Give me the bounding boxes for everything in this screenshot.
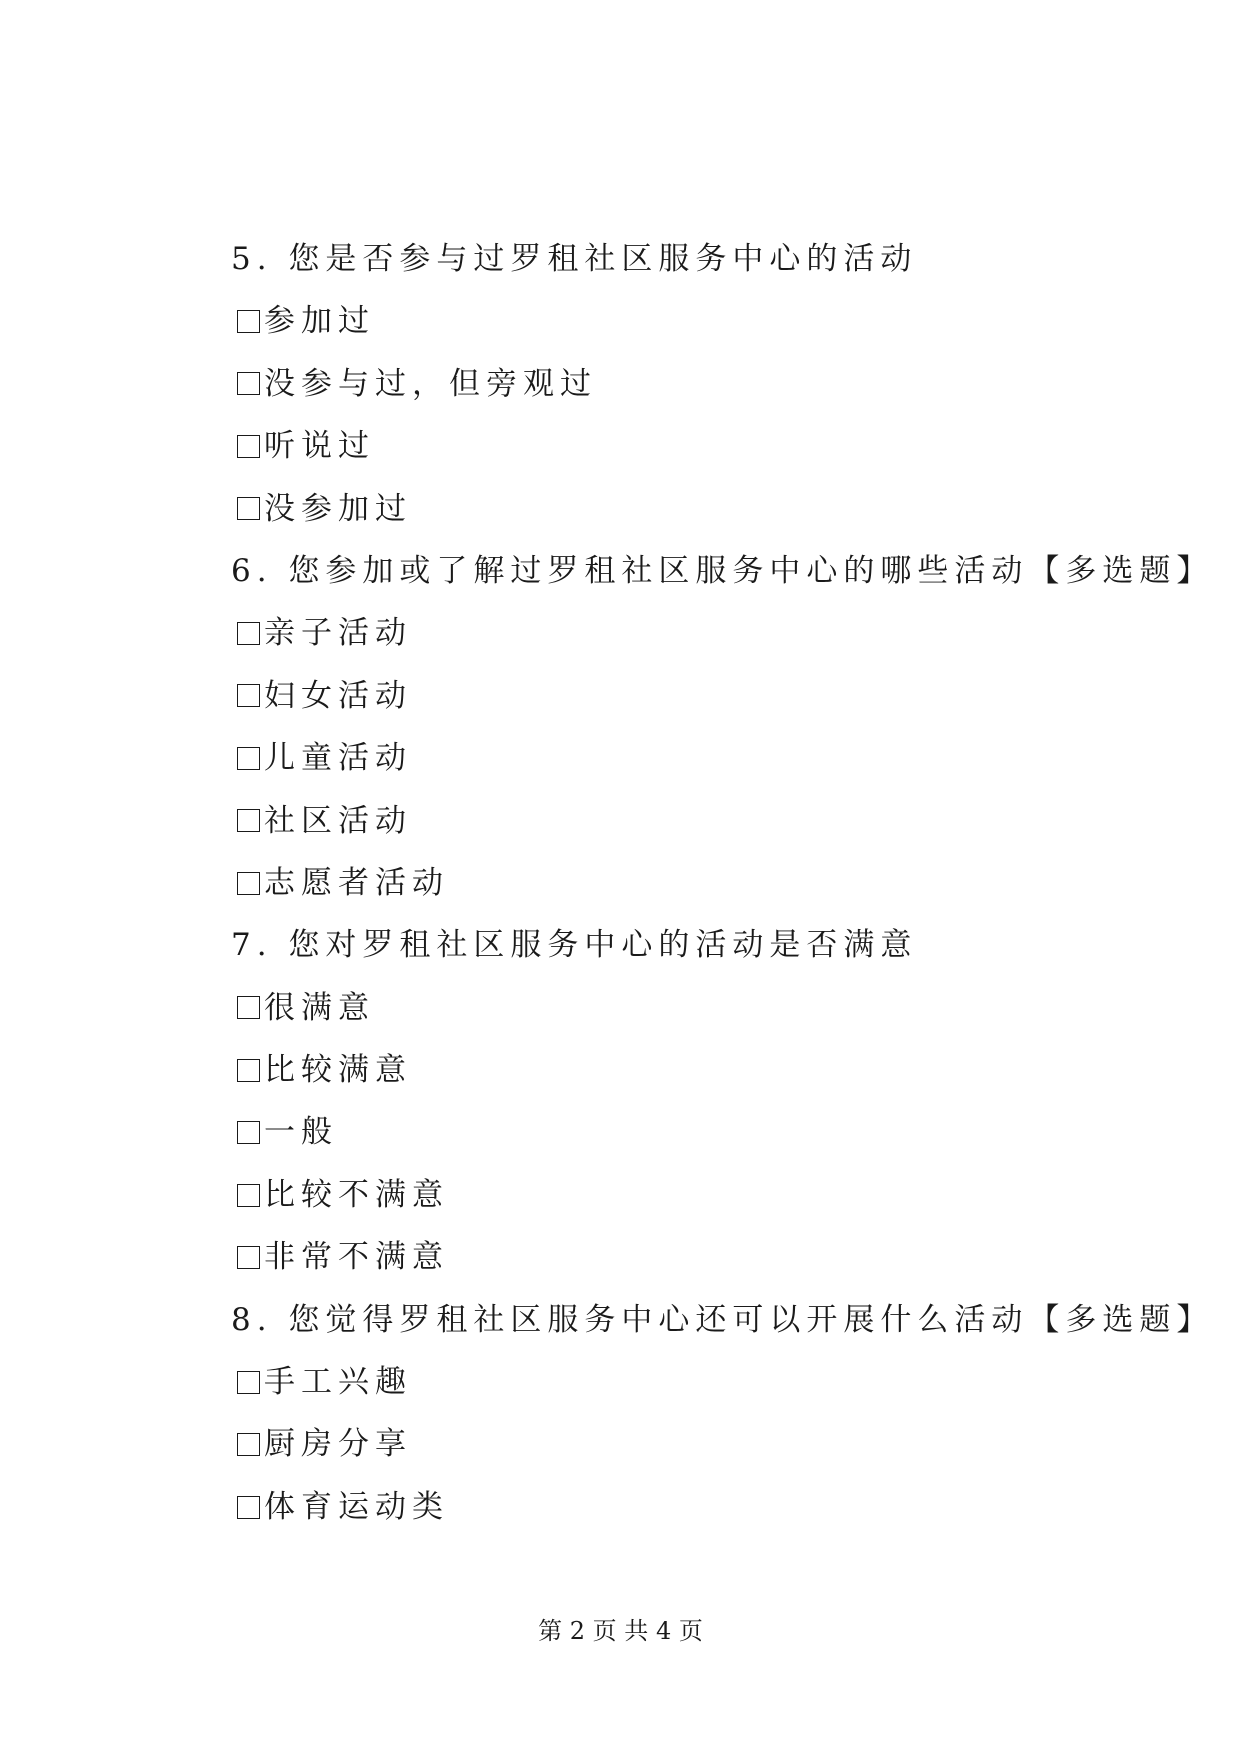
- option-item[interactable]: [231, 1413, 1131, 1475]
- option-label: 志愿者活动: [264, 864, 449, 901]
- option-label: 没参与过，但旁观过: [264, 365, 597, 402]
- checkbox-icon[interactable]: [237, 310, 260, 333]
- option-label: 参加过: [264, 303, 375, 340]
- checkbox-icon[interactable]: [237, 1371, 260, 1394]
- option-item[interactable]: [231, 353, 1131, 415]
- option-item[interactable]: [231, 1164, 1131, 1226]
- checkbox-icon[interactable]: [237, 1246, 260, 1269]
- option-label: 手工兴趣: [264, 1364, 412, 1401]
- question-title: 7. 您对罗租社区服务中心的活动是否满意: [231, 927, 918, 964]
- option-item[interactable]: [231, 665, 1131, 727]
- option-label: 亲子活动: [264, 615, 412, 652]
- option-item[interactable]: [231, 1101, 1131, 1163]
- page-number-footer: 第 2 页 共 4 页: [538, 1617, 703, 1645]
- checkbox-icon[interactable]: [237, 1496, 260, 1519]
- option-item[interactable]: [231, 790, 1131, 852]
- option-item[interactable]: [231, 1351, 1131, 1413]
- question-title: 5. 您是否参与过罗租社区服务中心的活动: [231, 241, 918, 277]
- checkbox-icon[interactable]: [237, 1059, 260, 1082]
- checkbox-icon[interactable]: [237, 1121, 260, 1144]
- option-item[interactable]: [231, 1226, 1131, 1288]
- option-label: 妇女活动: [264, 677, 412, 714]
- option-label: 比较不满意: [264, 1176, 449, 1213]
- option-label: 没参加过: [264, 490, 412, 527]
- checkbox-icon[interactable]: [237, 996, 260, 1019]
- option-item[interactable]: [231, 727, 1131, 789]
- option-label: 一般: [264, 1114, 338, 1151]
- checkbox-icon[interactable]: [237, 622, 260, 645]
- question-title: 8. 您觉得罗租社区服务中心还可以开展什么活动【多选题】: [231, 1301, 1214, 1338]
- checkbox-icon[interactable]: [237, 1184, 260, 1207]
- option-item[interactable]: [231, 478, 1131, 540]
- checkbox-icon[interactable]: [237, 435, 260, 458]
- question-title: 6. 您参加或了解过罗租社区服务中心的哪些活动【多选题】: [231, 552, 1214, 589]
- survey-content: [231, 228, 1214, 1538]
- option-label: 社区活动: [264, 802, 412, 839]
- option-label: 很满意: [264, 989, 375, 1026]
- option-label: 儿童活动: [264, 740, 412, 777]
- option-label: 厨房分享: [264, 1426, 412, 1463]
- option-item[interactable]: [231, 852, 1131, 914]
- checkbox-icon[interactable]: [237, 684, 260, 707]
- checkbox-icon[interactable]: [237, 872, 260, 895]
- checkbox-icon[interactable]: [237, 747, 260, 770]
- checkbox-icon[interactable]: [237, 809, 260, 832]
- option-label: 听说过: [264, 428, 375, 465]
- option-item[interactable]: [231, 1476, 1131, 1538]
- option-item[interactable]: [231, 977, 1131, 1039]
- option-item[interactable]: [231, 1039, 1131, 1101]
- option-label: 非常不满意: [264, 1239, 449, 1276]
- checkbox-icon[interactable]: [237, 1433, 260, 1456]
- option-item[interactable]: [231, 415, 1131, 477]
- option-item[interactable]: [231, 602, 1131, 664]
- checkbox-icon[interactable]: [237, 497, 260, 520]
- option-label: 比较满意: [264, 1052, 412, 1089]
- checkbox-icon[interactable]: [237, 372, 260, 395]
- option-item[interactable]: [231, 290, 1131, 352]
- option-label: 体育运动类: [264, 1488, 449, 1525]
